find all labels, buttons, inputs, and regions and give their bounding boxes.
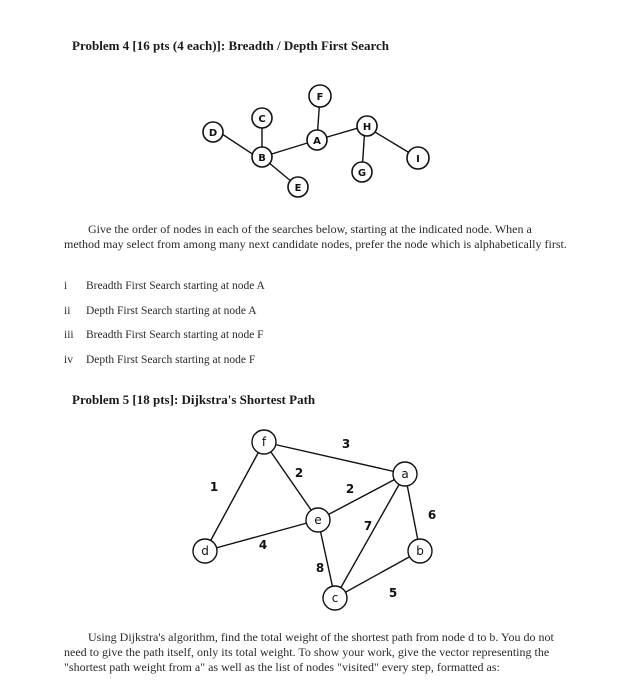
weight-c-a: 7 [363, 519, 373, 533]
item-numeral: i [64, 280, 68, 292]
edge-d-b [219, 132, 257, 157]
weight-f-d: 1 [209, 480, 219, 494]
node-label-b: b [416, 544, 424, 558]
problem4-heading: Problem 4 [16 pts (4 each)]: Breadth / Depth First Search [72, 38, 390, 53]
problem4-instructions: Give the order of nodes in each of the searches below, starting at the indicated node. When a method may select from among many next candidate nodes, prefer the node which is alphabetically first. [64, 222, 567, 251]
item-text: Breadth First Search starting at node F [86, 329, 264, 341]
list-item [64, 328, 464, 353]
node-label-E: E [294, 183, 302, 194]
edge-f-d [205, 442, 264, 551]
item-numeral: ii [64, 304, 71, 317]
node-label-c: c [331, 591, 339, 605]
weight-c-b: 5 [388, 586, 398, 600]
item-text: Depth First Search starting at node A [86, 304, 257, 317]
node-label-I: I [416, 154, 420, 165]
item-text: Depth First Search starting at node F [86, 353, 256, 366]
node-label-D: D [208, 128, 218, 139]
problem4-question-list [64, 279, 464, 377]
item-numeral: iv [64, 353, 73, 366]
item-text: Breadth First Search starting at node A [86, 280, 265, 292]
graph1-labels [209, 92, 420, 194]
edge-f-e [264, 442, 318, 520]
edge-f-a [264, 442, 405, 474]
list-item [64, 304, 464, 329]
node-label-e: e [314, 513, 322, 527]
weight-d-e: 4 [258, 538, 268, 552]
list-item [64, 353, 464, 378]
node-label-B: B [258, 153, 266, 164]
list-item [64, 279, 464, 304]
problem5-instructions: Using Dijkstra's algorithm, find the total weight of the shortest path from node d to b. You do not need to give the path itself, only its total weight. To show your work, give the vector representing the "shortest path weight from a" as well as the list of nodes "visited" every step, formatted as: [64, 630, 554, 674]
node-label-d: d [201, 544, 209, 558]
weight-e-a: 2 [345, 482, 355, 496]
weight-a-b: 6 [427, 508, 437, 522]
node-label-a: a [401, 467, 409, 481]
weight-f-a: 3 [341, 437, 351, 451]
node-label-H: H [362, 122, 372, 133]
problem5-heading: Problem 5 [18 pts]: Dijkstra's Shortest Path [72, 392, 316, 407]
weight-e-c: 8 [315, 561, 325, 575]
graph2-nodes [193, 430, 432, 610]
weight-f-e: 2 [294, 466, 304, 480]
node-label-G: G [357, 168, 367, 179]
node-label-f: f [261, 435, 267, 449]
node-label-C: C [258, 114, 266, 125]
item-numeral: iii [64, 329, 74, 341]
node-label-F: F [316, 92, 324, 103]
node-label-A: A [313, 136, 321, 147]
